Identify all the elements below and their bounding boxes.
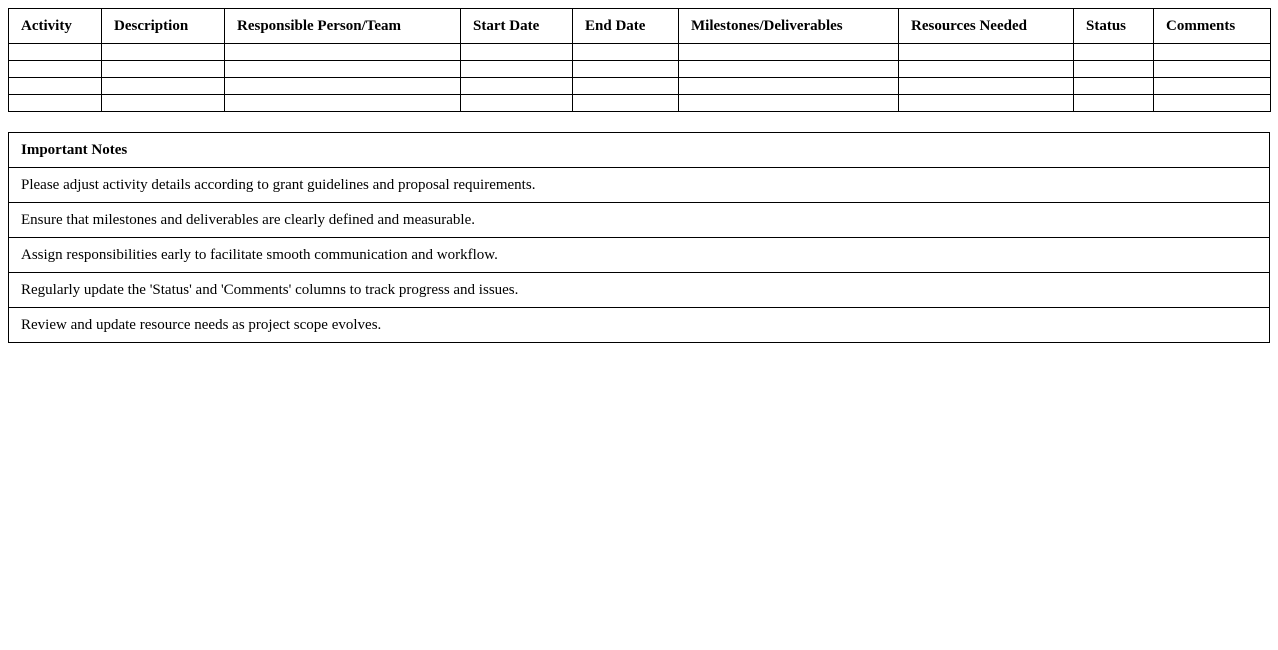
note-item: Regularly update the 'Status' and 'Comments' columns to track progress and issues. xyxy=(9,273,1270,308)
table-row xyxy=(9,95,1271,112)
table-cell[interactable] xyxy=(573,78,679,95)
table-cell[interactable] xyxy=(1074,95,1154,112)
table-cell[interactable] xyxy=(9,61,102,78)
note-item: Ensure that milestones and deliverables are clearly defined and measurable. xyxy=(9,203,1270,238)
header-description: Description xyxy=(102,9,225,44)
header-milestones: Milestones/Deliverables xyxy=(679,9,899,44)
table-cell[interactable] xyxy=(679,78,899,95)
note-row xyxy=(9,168,1270,203)
table-cell[interactable] xyxy=(899,61,1074,78)
table-cell[interactable] xyxy=(1154,95,1271,112)
table-cell[interactable] xyxy=(102,95,225,112)
table-cell[interactable] xyxy=(225,95,461,112)
table-cell[interactable] xyxy=(225,61,461,78)
table-cell[interactable] xyxy=(1154,44,1271,61)
table-cell[interactable] xyxy=(102,61,225,78)
table-cell[interactable] xyxy=(1154,78,1271,95)
table-cell[interactable] xyxy=(461,78,573,95)
table-cell[interactable] xyxy=(679,44,899,61)
table-cell[interactable] xyxy=(679,61,899,78)
note-item: Please adjust activity details according to grant guidelines and proposal requirements. xyxy=(9,168,1270,203)
table-cell[interactable] xyxy=(9,95,102,112)
table-cell[interactable] xyxy=(225,78,461,95)
note-item: Assign responsibilities early to facilitate smooth communication and workflow. xyxy=(9,238,1270,273)
header-resources: Resources Needed xyxy=(899,9,1074,44)
header-comments: Comments xyxy=(1154,9,1271,44)
table-cell[interactable] xyxy=(102,78,225,95)
table-cell[interactable] xyxy=(461,61,573,78)
header-activity: Activity xyxy=(9,9,102,44)
table-row xyxy=(9,61,1271,78)
header-start-date: Start Date xyxy=(461,9,573,44)
table-cell[interactable] xyxy=(1154,61,1271,78)
table-cell[interactable] xyxy=(573,44,679,61)
table-cell[interactable] xyxy=(899,95,1074,112)
table-cell[interactable] xyxy=(461,44,573,61)
activity-table xyxy=(8,8,1271,112)
header-row xyxy=(9,9,1271,44)
table-cell[interactable] xyxy=(899,78,1074,95)
table-cell[interactable] xyxy=(1074,44,1154,61)
header-end-date: End Date xyxy=(573,9,679,44)
header-responsible: Responsible Person/Team xyxy=(225,9,461,44)
notes-title: Important Notes xyxy=(9,133,1270,168)
notes-header-row xyxy=(9,133,1270,168)
table-cell[interactable] xyxy=(461,95,573,112)
table-cell[interactable] xyxy=(899,44,1074,61)
note-row xyxy=(9,273,1270,308)
table-row xyxy=(9,78,1271,95)
table-cell[interactable] xyxy=(679,95,899,112)
table-row xyxy=(9,44,1271,61)
table-cell[interactable] xyxy=(102,44,225,61)
table-cell[interactable] xyxy=(9,78,102,95)
table-cell[interactable] xyxy=(9,44,102,61)
note-row xyxy=(9,238,1270,273)
table-cell[interactable] xyxy=(1074,78,1154,95)
note-item: Review and update resource needs as project scope evolves. xyxy=(9,308,1270,343)
notes-table xyxy=(8,132,1270,343)
header-status: Status xyxy=(1074,9,1154,44)
note-row xyxy=(9,203,1270,238)
note-row xyxy=(9,308,1270,343)
table-cell[interactable] xyxy=(1074,61,1154,78)
table-cell[interactable] xyxy=(573,95,679,112)
table-cell[interactable] xyxy=(573,61,679,78)
table-cell[interactable] xyxy=(225,44,461,61)
